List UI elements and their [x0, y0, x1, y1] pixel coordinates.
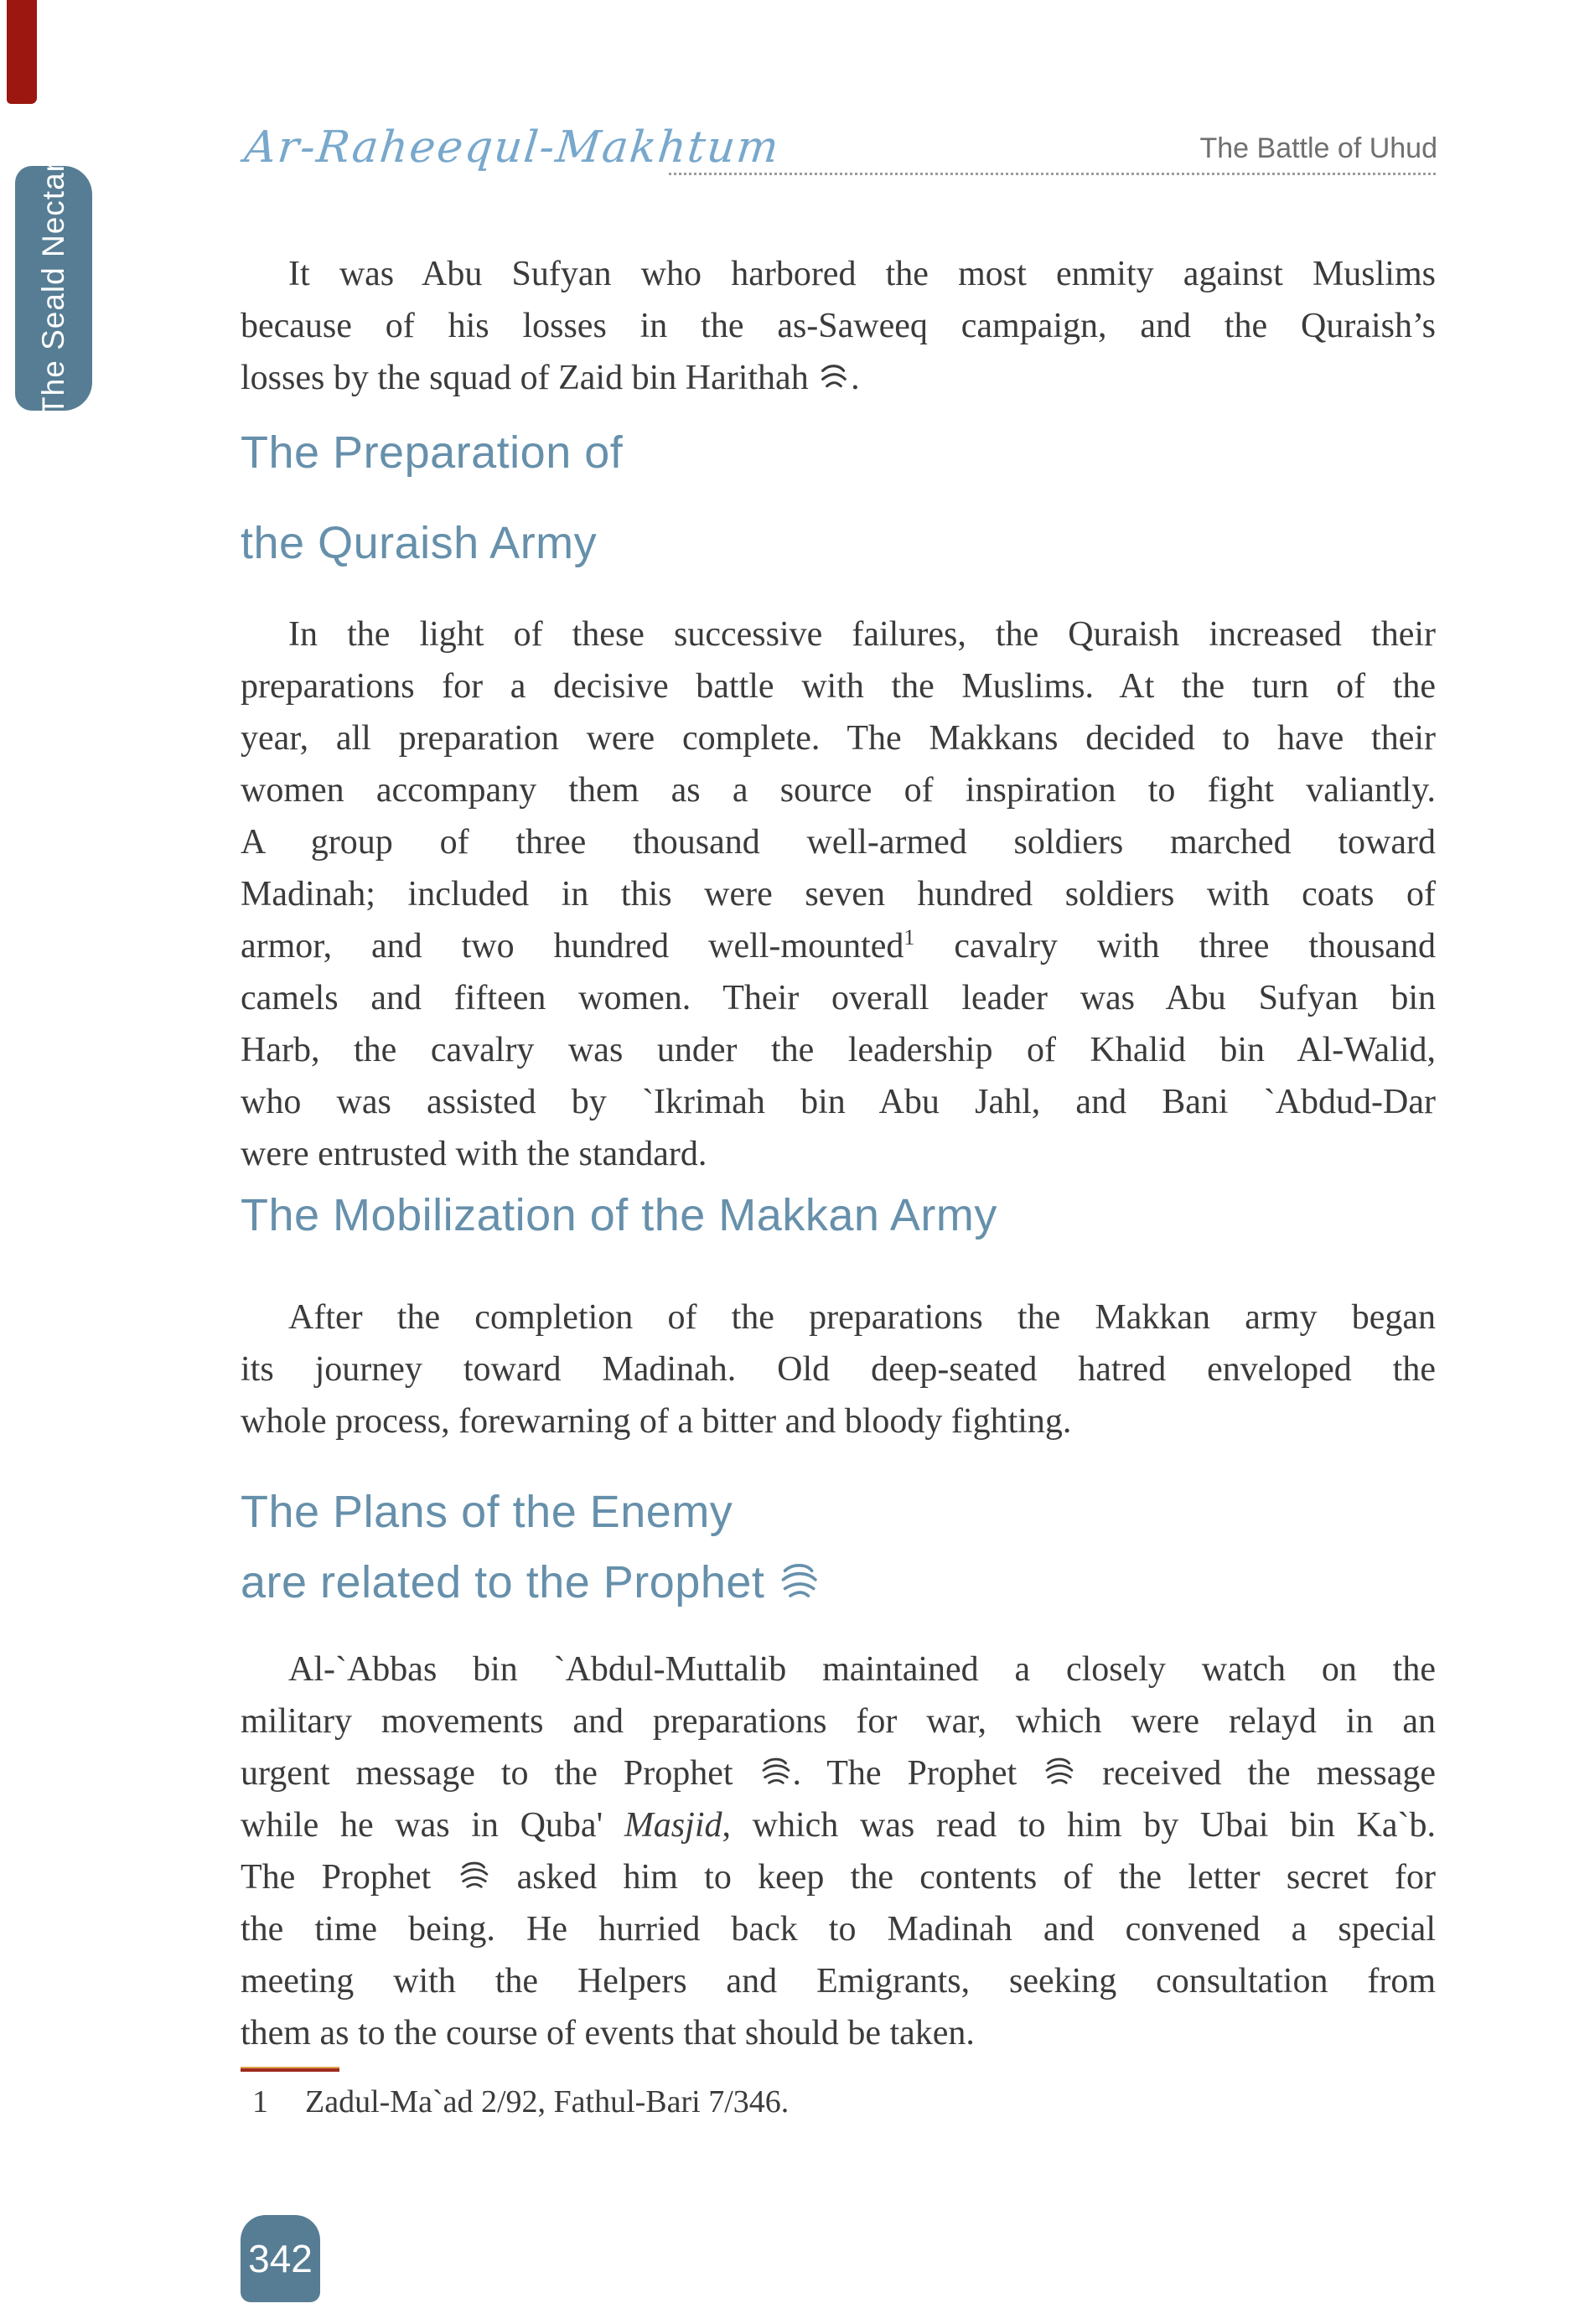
saw-calligraphy-icon [778, 1559, 821, 1604]
sidebar-tab [15, 161, 92, 416]
sidebar-tab-label: The Seald Nectar [36, 161, 70, 416]
text-line: preparations for a decisive battle with the Muslims. At the turn of the [241, 667, 1436, 706]
saw-calligraphy-icon [458, 1858, 491, 1893]
footnote-marker: 1 [252, 2084, 268, 2120]
heading-line: are related to the Prophet [241, 1547, 1436, 1617]
text-line: its journey toward Madinah. Old deep-seated hatred enveloped the [241, 1350, 1436, 1389]
footnote [241, 2083, 789, 2120]
book-title-script: Ar-Raheequl-Makhtum [241, 122, 783, 173]
text-line: who was assisted by `Ikrimah bin Abu Jahl, and Bani `Abdud-Dar [241, 1083, 1436, 1121]
saw-calligraphy-icon [759, 1754, 793, 1789]
heading-line: The Plans of the Enemy [241, 1487, 733, 1537]
content-sections [241, 0, 1436, 2324]
text-line: urgent message to the Prophet . The Prophet received the message [241, 1754, 1436, 1793]
text-line: because of his losses in the as-Saweeq campaign, and the Quraish’s [241, 307, 1436, 345]
heading-line: The Preparation of [241, 427, 624, 478]
section-heading [241, 407, 1436, 588]
body-paragraph [241, 248, 1436, 404]
text-line: Harb, the cavalry was under the leadership of Khalid bin Al-Walid, [241, 1031, 1436, 1069]
text-line: The Prophet asked him to keep the contents of the letter secret for [241, 1858, 1437, 1897]
text-line: losses by the squad of Zaid bin Harithah . [241, 359, 860, 397]
text-line: meeting with the Helpers and Emigrants, seeking consultation from [241, 1962, 1436, 2001]
text-line: while he was in Quba' Masjid, which was read to him by Ubai bin Ka`b. [241, 1806, 1436, 1845]
text-line: Al-`Abbas bin `Abdul-Muttalib maintained a closely watch on the [288, 1650, 1436, 1689]
text-line: It was Abu Sufyan who harbored the most enmity against Muslims [288, 255, 1436, 293]
text-line: A group of three thousand well-armed soldiers marched toward [241, 823, 1436, 862]
text-line: were entrusted with the standard. [241, 1135, 707, 1173]
section-heading [241, 1477, 1436, 1617]
text-line: year, all preparation were complete. The Makkans decided to have their [241, 719, 1436, 758]
text-line: military movements and preparations for war, which were relayd in an [241, 1702, 1436, 1741]
heading-line: the Quraish Army [241, 518, 598, 568]
body-paragraph [241, 1643, 1436, 2059]
body-paragraph [241, 608, 1436, 1180]
text-line: After the completion of the preparations the Makkan army began [288, 1298, 1436, 1337]
saw-calligraphy-icon [1043, 1754, 1076, 1789]
text-line: In the light of these successive failures, the Quraish increased their [288, 615, 1436, 654]
chapter-header: The Battle of Uhud [1199, 132, 1437, 164]
text-line: camels and fifteen women. Their overall leader was Abu Sufyan bin [241, 979, 1436, 1017]
text-line: Madinah; included in this were seven hundred soldiers with coats of [241, 875, 1436, 914]
page-number-badge [241, 2215, 320, 2302]
section-heading [241, 1180, 1436, 1250]
radiallahu-anhu-icon [817, 359, 851, 394]
footnote-text: Zadul-Ma`ad 2/92, Fathul-Bari 7/346. [305, 2084, 790, 2120]
text-line: them as to the course of events that should be taken. [241, 2014, 975, 2052]
body-paragraph [241, 1291, 1436, 1447]
text-line: the time being. He hurried back to Madinah and convened a special [241, 1910, 1436, 1949]
page-number: 342 [248, 2237, 313, 2280]
footnote-rule [241, 2067, 339, 2072]
scan-corner-mark [7, 0, 37, 104]
heading-line: The Mobilization of the Makkan Army [241, 1190, 997, 1240]
text-line: women accompany them as a source of inspiration to fight valiantly. [241, 771, 1436, 810]
text-line: whole process, forewarning of a bitter and bloody fighting. [241, 1402, 1072, 1441]
text-line: armor, and two hundred well-mounted$^1$ cavalry with three thousand [241, 925, 1436, 965]
